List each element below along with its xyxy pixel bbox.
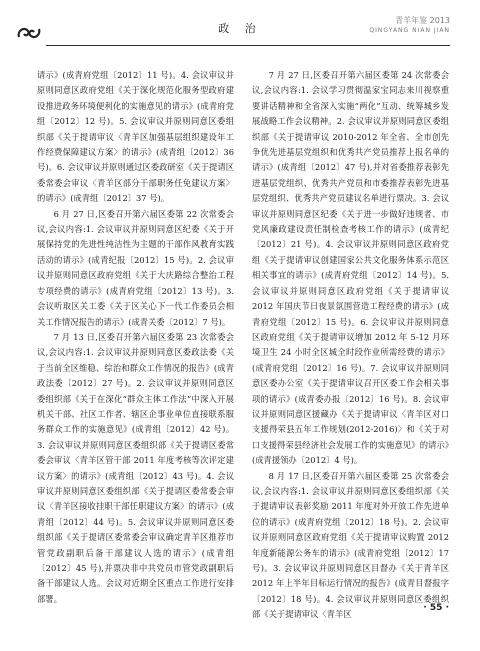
yearbook-mark (369, 16, 450, 36)
yearbook-title: 青羊年鉴 2013 (395, 16, 450, 25)
paragraph: 8 月 17 日,区委召开第六届区委第 25 次常委会议,会议内容:1. 会议审议并原则同意区委组织部《关于提请审议表彰奖励 2011 年度对外开放工作先进单位的请示》(成青府党组〔2012〕18 号)。2. 会议审议并原则同意区政府党组《关于提请审议购置 2012 年度新能源公务车的请示》(成青府党组〔2012〕17 号)。3. 会议审议并原则同意区目督办《关于青羊区 2012 年上半年目标运行情况的报告》(成青目督报字〔2012〕18 号)。4. 会议审议并原则同意区委组织部《关于提请审议〈青羊区 (252, 470, 449, 620)
paragraph: 6 月 27 日,区委召开第六届区委第 22 次常委会议,会议内容:1. 会议审议并原则同意区纪委《关于开展保持党的先进性纯洁性为主题的干部作风教育实践活动的请示》(成青纪报〔2012〕15 号)。2. 会议审议并原则同意区政府党组《关于大庆路综合整治工程专项经费的请示》(成青府党组〔2012〕13 号)。3. 会议听取区关工委《关于区关心下一代工作委员会相关工作情况报告的请示》(成青关委〔2012〕7 号)。 (37, 208, 234, 327)
paragraph: 7 月 27 日,区委召开第六届区委第 24 次常委会议,会议内容:1. 会议学习贯彻温家宝同志来川视察重要讲话精神和全省深入实施“两化”互动、统筹城乡发展战略工作会议精神。2. 会议审议并原则同意区委组织部《关于提请审议 2010-2012 年全省、全市创先争优先进基层党组织和优秀共产党员推荐上报名单的请示》(成青组〔2012〕47 号),并对省委推荐表彰先进基层党组织、优秀共产党员和市委推荐表彰先进基层党组织、优秀共产党员建议名单进行票决。3. 会议审议并原则同意区纪委《关于进一步做好违规者、市党风廉政建设责任制检查考核工作的请示》(成青纪〔2012〕21 号)。4. 会议审议并原则同意区政府党组《关于提请审议创建国家公共文化服务体系示范区相关事宜的请示》(成青府党组〔2012〕14 号)。5. 会议审议并原则同意区政府党组《关于提请审议 2012 年国庆节日夜景氛围营造工程经费的请示》(成青府党组〔2012〕15 号)。6. 会议审议并原则同意区政府党组《关于提请审议增加 2012 年 5-12 月环境卫生 24 小时全区城全时段作业所需经费的请示》(成青府党组〔2012〕16 号)。7. 会议审议并原则同意区委办公室《关于提请审议召开区委工作会相关事项的请示》(成青委办报〔2012〕16 号)。8. 会议审议并原则同意区援藏办《关于提请审议〈青羊区对口支援得荣县五年工作规划(2012-2016)〉和《关于对口支援得荣县经济社会发展工作的实施意见》的请示》(成青援领办〔2012〕4 号)。 (252, 70, 449, 466)
page-header (0, 0, 480, 58)
yearbook-subtitle: QINGYANG NIAN JIAN (369, 27, 450, 34)
right-column (252, 68, 449, 623)
left-column (37, 68, 234, 607)
section-title: 政 治 (218, 22, 262, 35)
paragraph: 7 月 13 日,区委召开第六届区委第 23 次常委会议,会议内容:1. 会议审议并原则同意区委政法委《关于当前全区维稳、综治和群众工作情况的报告》(成青政法委〔2012〕27 号)。2. 会议审议并原则同意区委组织部《关于在深化“群众主体工作法”中深入开展机关干部、社区工作者、辖区企事业单位直接联系服务群众工作的实施意见》(成青组〔2012〕42 号)。3. 会议审议并原则同意区委组织部《关于提请区委常委会审议〈青羊区管干部 2011 年度考核等次评定建议方案〉的请示》(成青组〔2012〕43 号)。4. 会议审议并原则同意区委组织部《关于提请区委常委会审议〈青羊区接收挂职干部任职建议方案〉的请示》(成青组〔2012〕44 号)。5. 会议审议并原则同意区委组织部《关于提请区委常委会审议确定青羊区推荐市管党政副职后备干部建议人选的请示》(成青组〔2012〕45 号),并票决非中共党员市管党政副职后备干部建议人选。会议对近期全区重点工作进行安排部署。 (37, 331, 234, 604)
paragraph: 请示》(成青府党组〔2012〕11 号)。4. 会议审议并原则同意区政府党组《关于深化规范化服务型政府建设推进政务环境便利化的实施意见的请示》(成青府党组〔2012〕12 号)。5. 会议审议并原则同意区委组织部《关于提请审议〈青羊区加强基层组织建设年工作经费保障建议方案〉的请示》(成青组〔2012〕36 号)。6. 会议审议并原则通过区委政研室《关于提请区委常委会审议〈青羊区部分干部职务任免建议方案〉的请示》(成青组〔2012〕37 号)。 (37, 70, 234, 204)
page-number: · 55 · (423, 603, 449, 613)
header-rule (46, 45, 450, 46)
